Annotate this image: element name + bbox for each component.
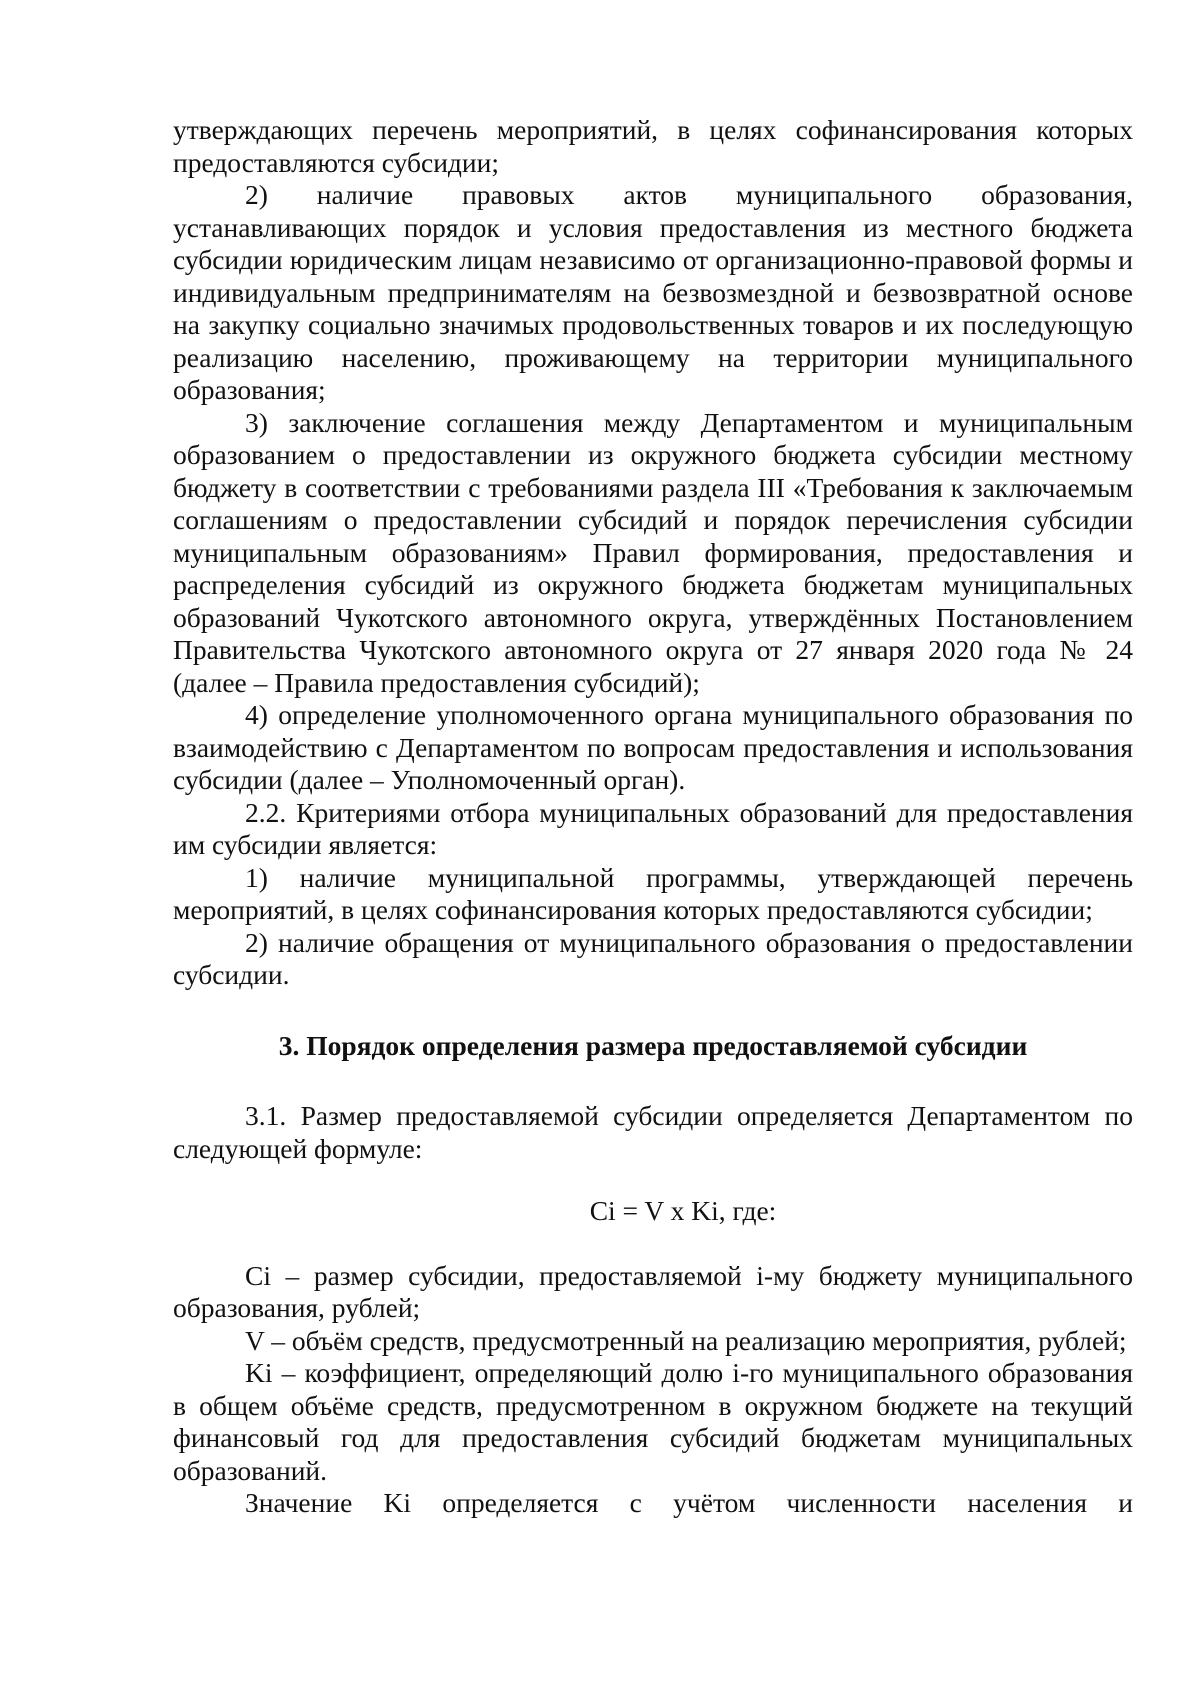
section-heading: 3. Порядок определения размера предоставляемой субсидии xyxy=(278,1029,1028,1061)
spacer xyxy=(173,1228,1133,1260)
paragraph-2-2: 2.2. Критериями отбора муниципальных образований для предоставления им субсидии является: xyxy=(173,796,1133,860)
paragraph-item-3: 3) заключение соглашения между Департаментом и муниципальным образованием о предоставлении из окружного бюджета субсидии местному бюджету в соответствии с требованиями раздела III «Требования к заключаемым соглашениям о предоставлении субсидий и порядок перечисления субсидии муниципальным образованиям» Правил формирования, предоставления и распределения субсидий из окружного бюджета бюджетам муниципальных образований Чукотского автономного округа, утверждённых Постановлением Правительства Чукотского автономного округа от 27 января 2020 года № 24 (далее – Правила предоставления субсидий); xyxy=(173,406,1133,698)
document-page xyxy=(173,114,1133,1520)
paragraph-criterion-2: 2) наличие обращения от муниципального образования о предоставлении субсидии. xyxy=(173,926,1133,990)
definition-v: V – объём средств, предусмотренный на реализацию мероприятия, рублей; xyxy=(245,1324,1127,1356)
paragraph-criterion-1: 1) наличие муниципальной программы, утверждающей перечень мероприятий, в целях софинансирования которых предоставляются субсидии; xyxy=(173,861,1133,925)
paragraph-continuation: утверждающих перечень мероприятий, в целях софинансирования которых предоставляются субсидии; xyxy=(173,114,1133,178)
paragraph-item-2: 2) наличие правовых актов муниципального образования, устанавливающих порядок и условия предоставления из местного бюджета субсидии юридическим лицам независимо от организационно-правовой формы и индивидуальным предпринимателям на безвозмездной и безвозвратной основе на закупку социально значимых продовольственных товаров и их последующую реализацию населению, проживающему на территории муниципального образования; xyxy=(173,179,1133,405)
spacer xyxy=(173,1165,1133,1195)
paragraph-item-4: 4) определение уполномоченного органа муниципального образования по взаимодействию с Департаментом по вопросам предоставления и использования субсидии (далее – Уполномоченный орган). xyxy=(173,699,1133,795)
spacer xyxy=(173,992,1133,1030)
formula: Ci = V x Ki, где: xyxy=(589,1195,777,1226)
spacer xyxy=(173,1062,1133,1100)
paragraph-ki-value: Значение Ki определяется с учётом численности населения и xyxy=(245,1487,1133,1518)
paragraph-3-1: 3.1. Размер предоставляемой субсидии определяется Департаментом по следующей формуле: xyxy=(173,1100,1133,1164)
definition-ci: Ci – размер субсидии, предоставляемой i-му бюджету муниципального образования, рублей; xyxy=(173,1259,1133,1323)
definition-ki: Ki – коэффициент, определяющий долю i-го муниципального образования в общем объёме средств, предусмотренном в окружном бюджете на текущий финансовый год для предоставления субсидий бюджетам муниципальных образований. xyxy=(173,1357,1133,1486)
